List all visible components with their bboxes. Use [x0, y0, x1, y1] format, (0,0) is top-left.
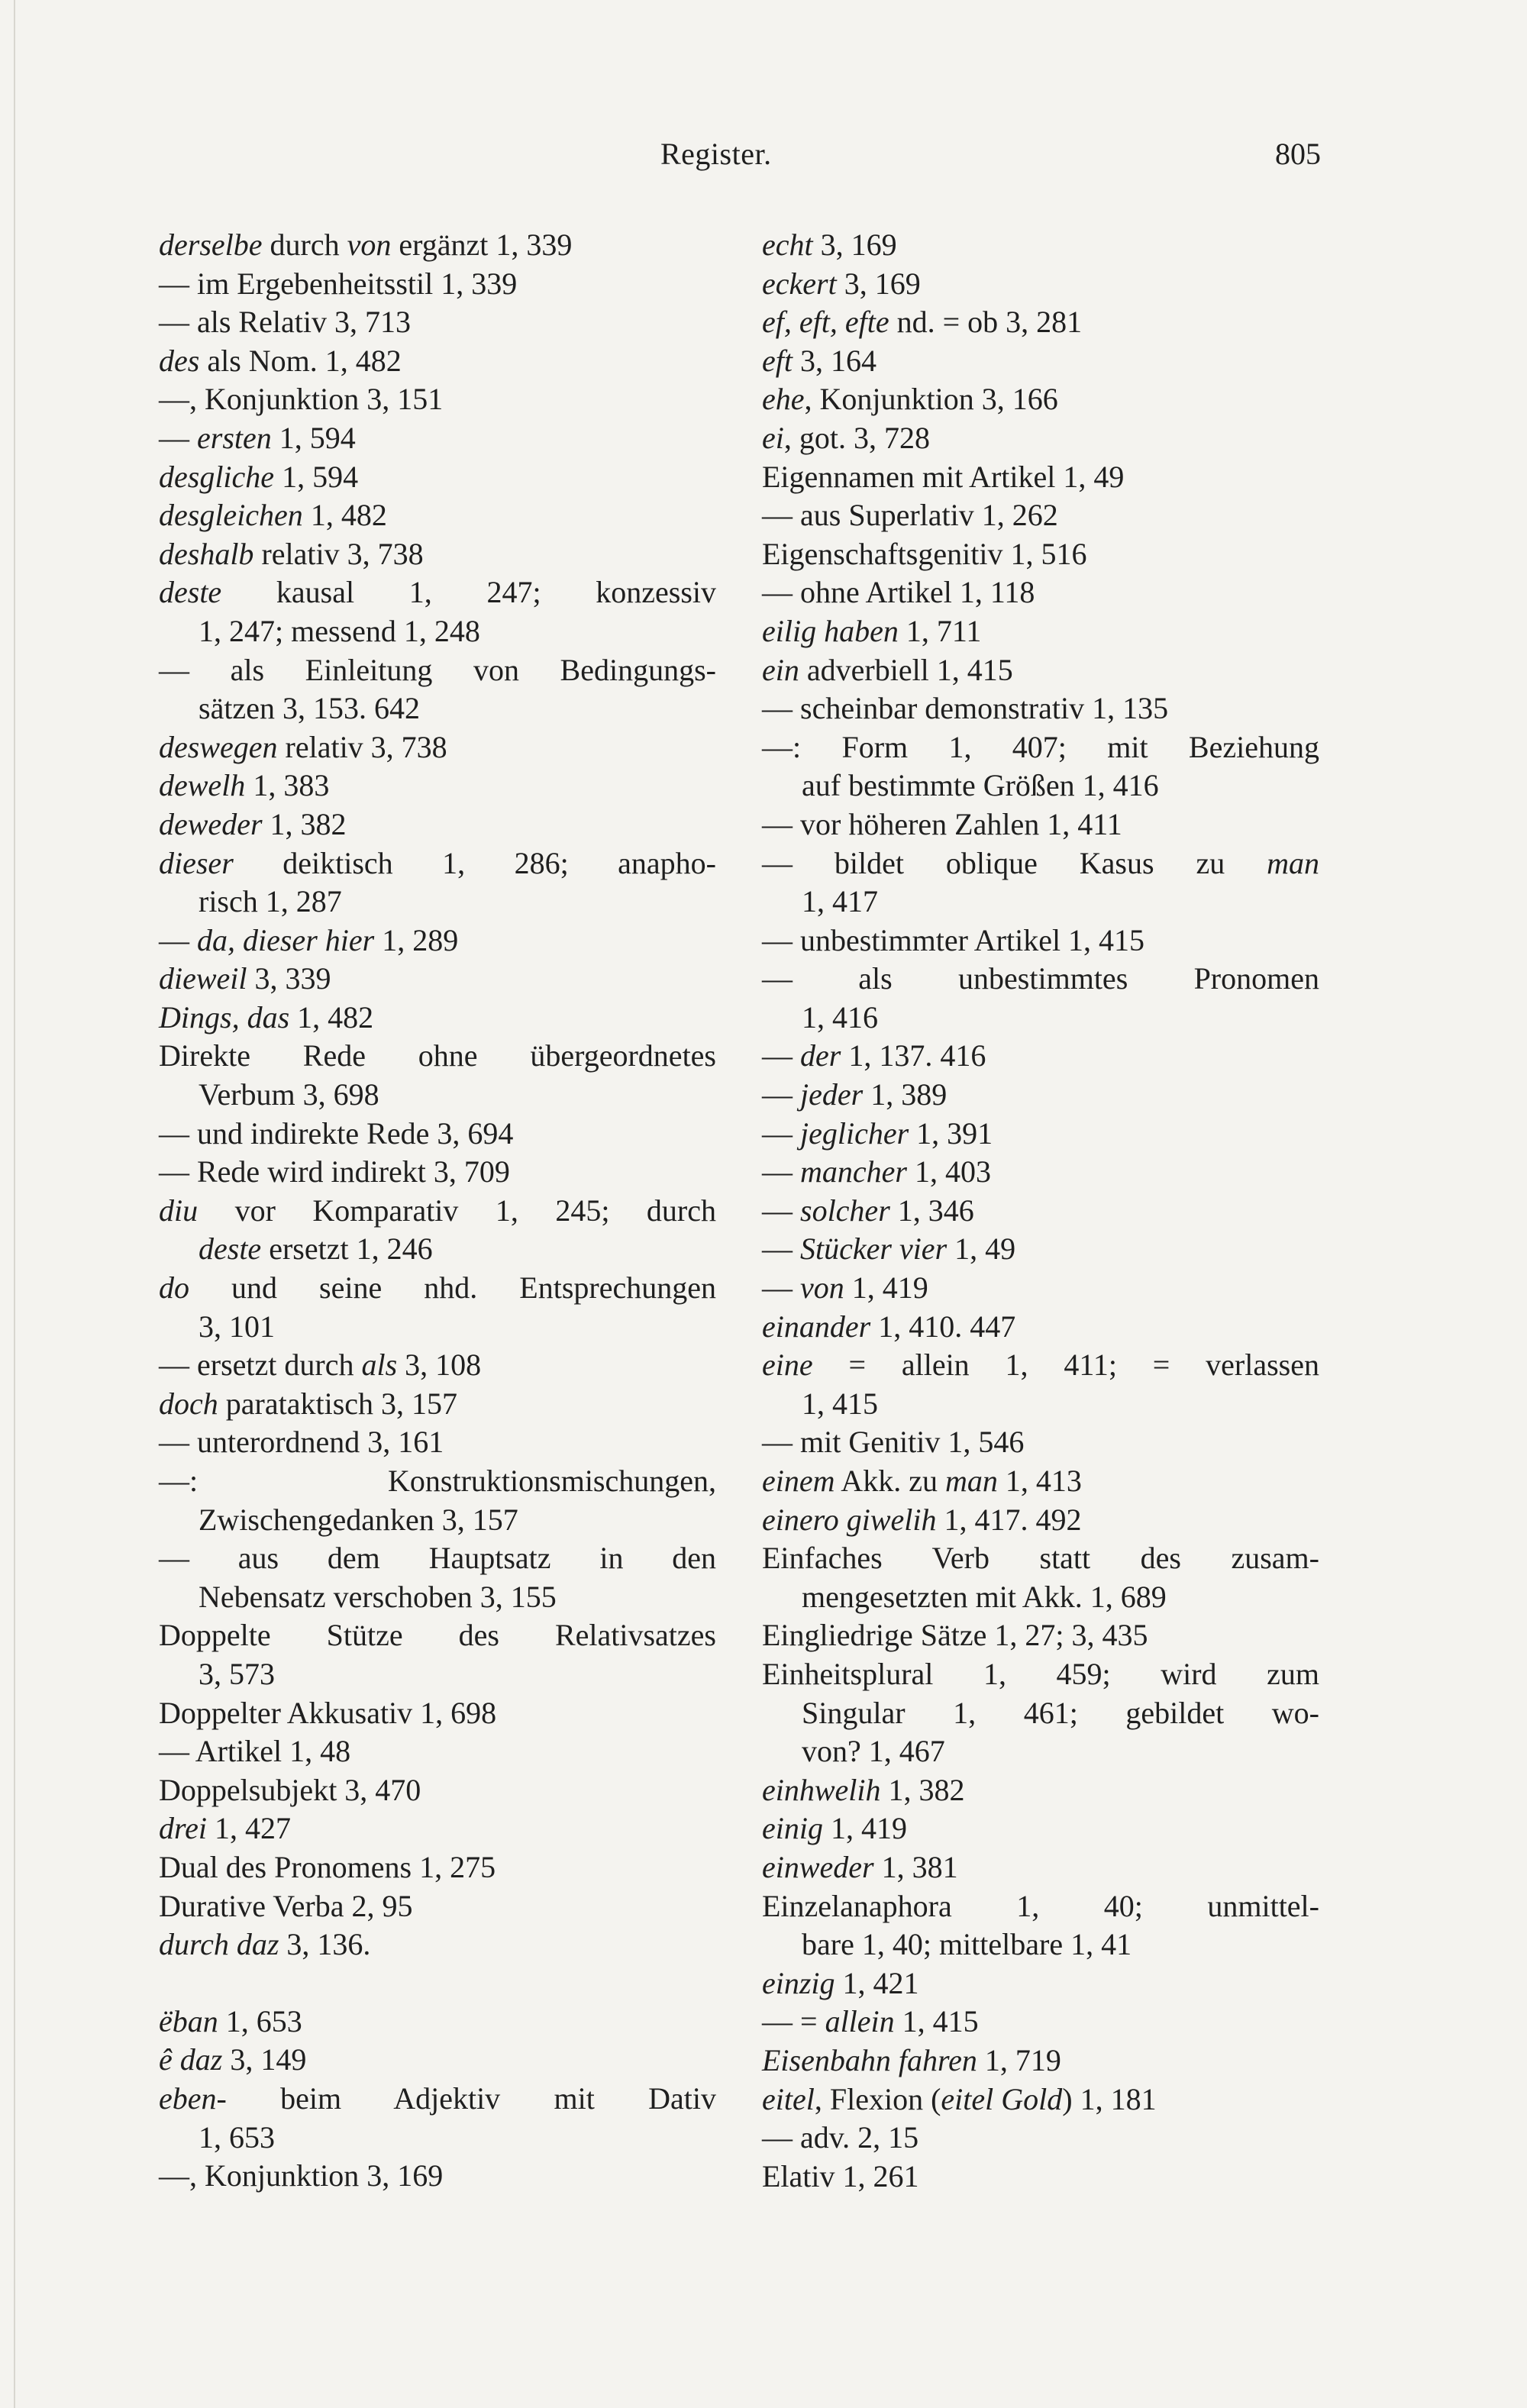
index-entry: deweder 1, 382 [159, 806, 347, 841]
index-entry: ê daz 3, 149 [159, 2042, 307, 2077]
index-entry: — im Ergebenheitsstil 1, 339 [159, 266, 518, 301]
index-entry: — ersten 1, 594 [159, 420, 356, 455]
index-entry: risch 1, 287 [199, 884, 342, 919]
index-entry: Verbum 3, 698 [199, 1077, 379, 1112]
index-entry: — und indirekte Rede 3, 694 [159, 1115, 514, 1151]
index-entry: von? 1, 467 [802, 1734, 945, 1769]
index-entry: — als Einleitung von Bedingungs- [159, 652, 716, 687]
index-entry: Einheitsplural 1, 459; wird zum [762, 1656, 1319, 1691]
index-entry: — = allein 1, 415 [762, 2004, 979, 2039]
index-entry: eitel, Flexion (eitel Gold) 1, 181 [762, 2081, 1157, 2116]
index-entry: 1, 416 [802, 999, 878, 1035]
index-entry: — Stücker vier 1, 49 [762, 1231, 1016, 1267]
index-entry: einero giwelih 1, 417. 492 [762, 1502, 1082, 1537]
index-entry: 1, 653 [199, 2119, 275, 2155]
index-entry: — ersetzt durch als 3, 108 [159, 1348, 482, 1383]
index-entry: desgliche 1, 594 [159, 459, 359, 494]
index-entry: ein adverbiell 1, 415 [762, 652, 1013, 687]
index-entry: ef, eft, efte nd. = ob 3, 281 [762, 305, 1083, 340]
index-entry: doch parataktisch 3, 157 [159, 1386, 458, 1421]
index-entry: einem Akk. zu man 1, 413 [762, 1464, 1082, 1498]
index-entry: — als Relativ 3, 713 [159, 305, 411, 340]
index-entry: sätzen 3, 153. 642 [199, 691, 420, 726]
index-entry: — solcher 1, 346 [762, 1193, 974, 1228]
index-entry: — adv. 2, 15 [762, 2120, 919, 2155]
page-number: 805 [1275, 137, 1321, 171]
index-entry: — jeder 1, 389 [762, 1077, 948, 1112]
index-entry: — der 1, 137. 416 [762, 1038, 986, 1073]
index-entry: derselbe durch von ergänzt 1, 339 [159, 228, 573, 262]
index-entry: — von 1, 419 [762, 1270, 928, 1306]
index-entry: — unterordnend 3, 161 [159, 1425, 444, 1460]
index-entry: dieweil 3, 339 [159, 961, 331, 996]
index-entry: Doppelte Stütze des Relativsatzes [159, 1618, 716, 1653]
index-entry: — Rede wird indirekt 3, 709 [159, 1154, 510, 1189]
index-entry: — mancher 1, 403 [762, 1154, 991, 1189]
index-entry: Einzelanaphora 1, 40; unmittel- [762, 1888, 1319, 1923]
index-entry: — unbestimmter Artikel 1, 415 [762, 922, 1145, 957]
index-entry: dewelh 1, 383 [159, 768, 330, 803]
index-entry: — bildet oblique Kasus zu man [762, 845, 1319, 880]
index-entry: einhwelih 1, 382 [762, 1772, 965, 1807]
index-entry: einweder 1, 381 [762, 1849, 958, 1884]
index-entry: Zwischengedanken 3, 157 [199, 1502, 518, 1537]
index-entry: — jeglicher 1, 391 [762, 1115, 993, 1151]
index-entry: deswegen relativ 3, 738 [159, 729, 447, 764]
index-entry: — ohne Artikel 1, 118 [762, 575, 1035, 610]
index-entry: drei 1, 427 [159, 1811, 291, 1846]
index-entry: eckert 3, 169 [762, 266, 921, 301]
index-entry: einander 1, 410. 447 [762, 1309, 1016, 1344]
index-entry: ehe, Konjunktion 3, 166 [762, 382, 1058, 417]
index-entry: 1, 415 [802, 1386, 878, 1421]
index-entry: — da, dieser hier 1, 289 [159, 922, 459, 957]
index-entry: eilig haben 1, 711 [762, 613, 982, 648]
index-entry: Einfaches Verb statt des zusam- [762, 1541, 1319, 1576]
index-entry: —, Konjunktion 3, 151 [159, 382, 444, 417]
index-entry: Doppelter Akkusativ 1, 698 [159, 1695, 497, 1730]
index-entry: —: Form 1, 407; mit Beziehung [762, 729, 1319, 764]
index-entry: 1, 247; messend 1, 248 [199, 613, 480, 648]
index-entry: Eingliedrige Sätze 1, 27; 3, 435 [762, 1618, 1148, 1653]
index-entry: — aus Superlativ 1, 262 [762, 498, 1058, 533]
index-entry: — vor höheren Zahlen 1, 411 [762, 806, 1122, 841]
index-entry: — Artikel 1, 48 [159, 1734, 351, 1769]
index-entry: do und seine nhd. Entsprechungen [159, 1270, 716, 1306]
index-entry: ëban 1, 653 [159, 2003, 302, 2038]
index-column-right [762, 226, 1319, 2196]
index-entry: —, Konjunktion 3, 169 [159, 2158, 444, 2193]
index-entry: Singular 1, 461; gebildet wo- [802, 1695, 1319, 1730]
running-head-title: Register. [660, 137, 772, 171]
index-entry: auf bestimmte Größen 1, 416 [802, 768, 1159, 803]
index-entry: dieser deiktisch 1, 286; anapho- [159, 845, 716, 880]
page-edge-line [14, 0, 15, 2408]
index-entry: mengesetzten mit Akk. 1, 689 [802, 1579, 1167, 1614]
index-entry: eine = allein 1, 411; = verlassen [762, 1348, 1319, 1383]
index-entry: — scheinbar demonstrativ 1, 135 [762, 691, 1169, 726]
index-entry: Eigennamen mit Artikel 1, 49 [762, 459, 1125, 494]
index-entry: einzig 1, 421 [762, 1965, 919, 2000]
index-entry: Durative Verba 2, 95 [159, 1888, 413, 1923]
index-entry: deste ersetzt 1, 246 [199, 1231, 433, 1267]
index-entry: des als Nom. 1, 482 [159, 343, 402, 378]
index-entry: Eigenschaftsgenitiv 1, 516 [762, 536, 1087, 571]
index-entry: Eisenbahn fahren 1, 719 [762, 2042, 1061, 2077]
index-entry: echt 3, 169 [762, 228, 897, 262]
index-entry: einig 1, 419 [762, 1811, 907, 1846]
index-entry: 3, 573 [199, 1656, 275, 1691]
index-entry: eft 3, 164 [762, 343, 876, 378]
index-entry: Direkte Rede ohne übergeordnetes [159, 1038, 716, 1073]
index-entry: 3, 101 [199, 1309, 275, 1344]
index-entry: diu vor Komparativ 1, 245; durch [159, 1193, 716, 1228]
index-entry: Nebensatz verschoben 3, 155 [199, 1579, 557, 1614]
index-entry: deshalb relativ 3, 738 [159, 536, 424, 571]
index-entry: Doppelsubjekt 3, 470 [159, 1772, 421, 1807]
index-entry: desgleichen 1, 482 [159, 498, 387, 533]
index-entry: — als unbestimmtes Pronomen [762, 961, 1319, 996]
index-entry: Elativ 1, 261 [762, 2158, 919, 2193]
index-entry: Dings, das 1, 482 [159, 999, 374, 1035]
index-entry: durch daz 3, 136. [159, 1927, 371, 1962]
index-entry: 1, 417 [802, 884, 878, 919]
index-entry: bare 1, 40; mittelbare 1, 41 [802, 1927, 1132, 1962]
index-column-left [159, 226, 716, 2196]
index-entry: deste kausal 1, 247; konzessiv [159, 575, 716, 610]
index-entry: — aus dem Hauptsatz in den [159, 1541, 716, 1576]
index-entry: — mit Genitiv 1, 546 [762, 1425, 1025, 1460]
index-entry: ei, got. 3, 728 [762, 420, 930, 455]
index-entry: Dual des Pronomens 1, 275 [159, 1849, 496, 1884]
index-entry: —: Konstruktionsmischungen, [159, 1464, 716, 1498]
index-entry: eben- beim Adjektiv mit Dativ [159, 2080, 716, 2116]
running-head [153, 136, 1321, 182]
